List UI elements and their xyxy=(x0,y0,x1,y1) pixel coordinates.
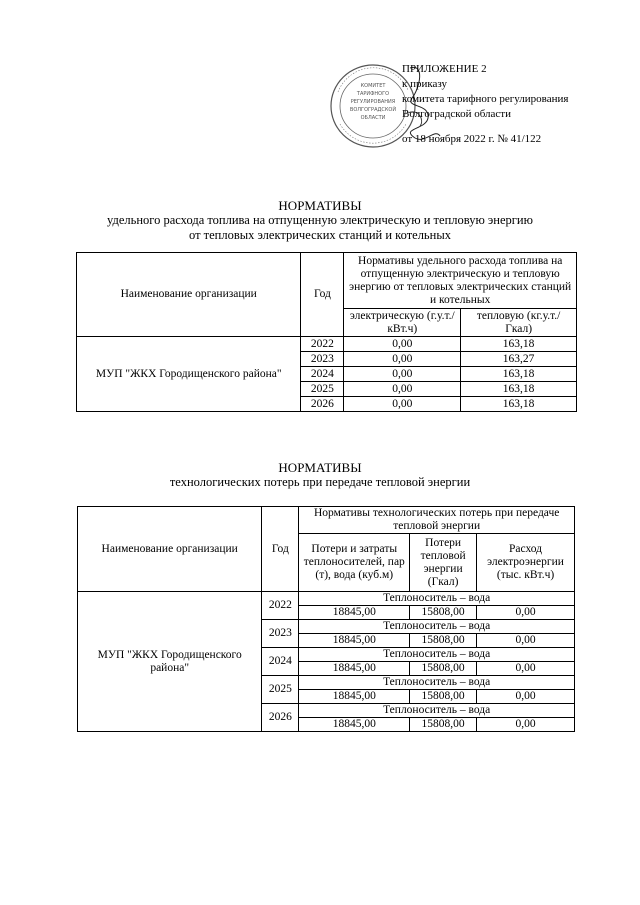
table-cell-heat: 163,18 xyxy=(461,397,577,412)
table-cell-power: 0,00 xyxy=(477,718,575,732)
table-cell-carrier: Теплоноситель – вода xyxy=(299,648,575,662)
header-year: Год xyxy=(301,253,344,337)
table-cell-carrier: Теплоноситель – вода xyxy=(299,704,575,718)
table-cell-heat: 15808,00 xyxy=(410,606,477,620)
org-name-cell: МУП "ЖКХ Городищенского района" xyxy=(77,337,301,412)
table-cell-carrier: Теплоноситель – вода xyxy=(299,676,575,690)
svg-text:ВОЛГОГРАДСКОЙ: ВОЛГОГРАДСКОЙ xyxy=(349,107,397,113)
section2-title-block xyxy=(0,460,640,490)
header-heat-loss: Потери тепловой энергии (Гкал) xyxy=(410,534,477,592)
section1-subtitle-line1: удельного расхода топлива на отпущенную электрическую и тепловую энергию xyxy=(107,213,533,227)
table-cell-carrier: Теплоноситель – вода xyxy=(299,592,575,606)
table-cell-heat: 15808,00 xyxy=(410,690,477,704)
header-loss-group: Нормативы технологических потерь при передаче тепловой энергии xyxy=(299,507,575,534)
table-cell-elec: 0,00 xyxy=(344,397,461,412)
table-cell-heat: 15808,00 xyxy=(410,662,477,676)
table-cell-water: 18845,00 xyxy=(299,718,410,732)
header-power: Расход электроэнергии (тыс. кВт.ч) xyxy=(477,534,575,592)
table-cell-power: 0,00 xyxy=(477,662,575,676)
header-fuel-group: Нормативы удельного расхода топлива на отпущенную электрическую и тепловую энергию от тепловых электрических станций и котельных xyxy=(344,253,577,309)
table-cell-elec: 0,00 xyxy=(344,382,461,397)
table-cell-water: 18845,00 xyxy=(299,662,410,676)
table-cell-heat: 15808,00 xyxy=(410,634,477,648)
table-cell-year: 2023 xyxy=(262,620,299,648)
table-cell-year: 2022 xyxy=(262,592,299,620)
table-cell-year: 2025 xyxy=(301,382,344,397)
appendix-committee: комитета тарифного регулирования xyxy=(402,93,569,105)
header-heat: тепловую (кг.у.т./Гкал) xyxy=(461,309,577,337)
appendix-header xyxy=(402,62,568,147)
svg-text:ТАРИФНОГО: ТАРИФНОГО xyxy=(356,91,390,97)
table-cell-heat: 15808,00 xyxy=(410,718,477,732)
header-elec: электрическую (г.у.т./кВт.ч) xyxy=(344,309,461,337)
fuel-norms-table xyxy=(76,252,577,412)
table-cell-heat: 163,18 xyxy=(461,367,577,382)
table-cell-heat: 163,27 xyxy=(461,352,577,367)
svg-text:КОМИТЕТ: КОМИТЕТ xyxy=(360,83,386,89)
table-cell-year: 2026 xyxy=(301,397,344,412)
table-cell-year: 2025 xyxy=(262,676,299,704)
appendix-date: от 18 ноября 2022 г. № 41/122 xyxy=(402,133,542,145)
section1-title-block xyxy=(0,198,640,243)
table-cell-elec: 0,00 xyxy=(344,337,461,352)
section2-subtitle-line1: технологических потерь при передаче тепловой энергии xyxy=(169,475,471,489)
header-org: Наименование организации xyxy=(77,253,301,337)
table-cell-year: 2026 xyxy=(262,704,299,732)
table-cell-heat: 163,18 xyxy=(461,382,577,397)
table-cell-water: 18845,00 xyxy=(299,690,410,704)
appendix-region: Волгоградской области xyxy=(402,108,511,120)
table-cell-water: 18845,00 xyxy=(299,634,410,648)
table-cell-year: 2022 xyxy=(301,337,344,352)
header-year: Год xyxy=(262,507,299,592)
table-cell-carrier: Теплоноситель – вода xyxy=(299,620,575,634)
table-cell-year: 2023 xyxy=(301,352,344,367)
appendix-number: ПРИЛОЖЕНИЕ 2 xyxy=(402,63,487,75)
table-cell-year: 2024 xyxy=(262,648,299,676)
table-cell-heat: 163,18 xyxy=(461,337,577,352)
table-cell-power: 0,00 xyxy=(477,634,575,648)
header-carrier-loss: Потери и затраты теплоносителей, пар (т), вода (куб.м) xyxy=(299,534,410,592)
table-cell-elec: 0,00 xyxy=(344,367,461,382)
header-org: Наименование организации xyxy=(78,507,262,592)
table-cell-power: 0,00 xyxy=(477,606,575,620)
section2-title: НОРМАТИВЫ xyxy=(278,460,362,475)
section1-title: НОРМАТИВЫ xyxy=(278,198,362,213)
section1-subtitle-line2: от тепловых электрических станций и котельных xyxy=(189,228,451,242)
svg-text:РЕГУЛИРОВАНИЯ: РЕГУЛИРОВАНИЯ xyxy=(350,99,396,105)
svg-text:ОБЛАСТИ: ОБЛАСТИ xyxy=(360,115,386,121)
table-cell-power: 0,00 xyxy=(477,690,575,704)
table-cell-elec: 0,00 xyxy=(344,352,461,367)
table-cell-water: 18845,00 xyxy=(299,606,410,620)
heat-loss-norms-table xyxy=(77,506,575,732)
org-name-cell: МУП "ЖКХ Городищенского района" xyxy=(78,592,262,732)
table-cell-year: 2024 xyxy=(301,367,344,382)
appendix-order-ref: к приказу xyxy=(402,78,448,90)
